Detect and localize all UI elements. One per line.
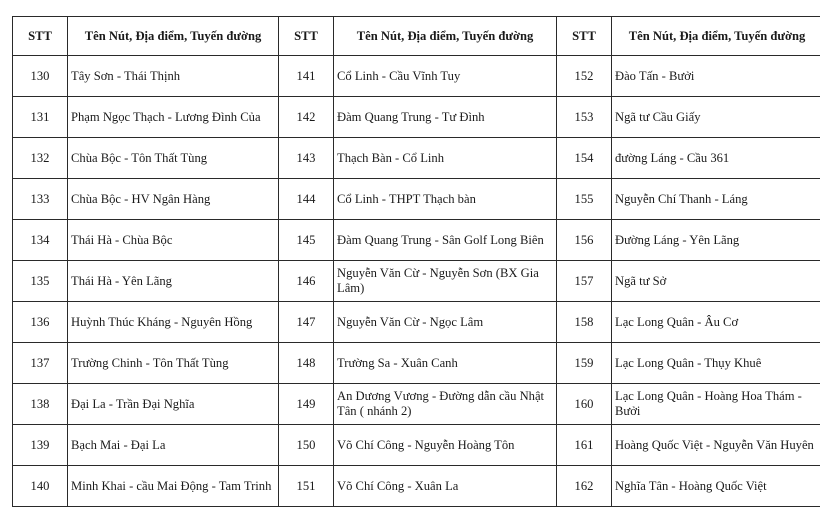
table-row (13, 425, 820, 466)
table-row (13, 138, 820, 179)
location-name-cell: Phạm Ngọc Thạch - Lương Đình Của (68, 97, 279, 138)
stt-cell: 156 (557, 220, 612, 261)
stt-cell: 132 (13, 138, 68, 179)
location-name-cell: Lạc Long Quân - Hoàng Hoa Thám - Bưởi (612, 384, 820, 425)
stt-cell: 136 (13, 302, 68, 343)
stt-cell: 142 (279, 97, 334, 138)
header-stt-1: STT (13, 17, 68, 56)
stt-cell: 148 (279, 343, 334, 384)
intersection-table (12, 16, 820, 507)
location-name-cell: Nguyễn Văn Cừ - Ngọc Lâm (334, 302, 557, 343)
stt-cell: 162 (557, 466, 612, 507)
table-row (13, 56, 820, 97)
stt-cell: 137 (13, 343, 68, 384)
location-name-cell: Cổ Linh - THPT Thạch bàn (334, 179, 557, 220)
stt-cell: 160 (557, 384, 612, 425)
stt-cell: 154 (557, 138, 612, 179)
location-name-cell: Tây Sơn - Thái Thịnh (68, 56, 279, 97)
location-name-cell: Đường Láng - Yên Lãng (612, 220, 820, 261)
stt-cell: 158 (557, 302, 612, 343)
stt-cell: 139 (13, 425, 68, 466)
table-row (13, 97, 820, 138)
header-stt-3: STT (557, 17, 612, 56)
stt-cell: 161 (557, 425, 612, 466)
stt-cell: 159 (557, 343, 612, 384)
stt-cell: 133 (13, 179, 68, 220)
header-stt-2: STT (279, 17, 334, 56)
location-name-cell: Đàm Quang Trung - Tư Đình (334, 97, 557, 138)
stt-cell: 141 (279, 56, 334, 97)
location-name-cell: Minh Khai - cầu Mai Động - Tam Trinh (68, 466, 279, 507)
location-name-cell: Thạch Bàn - Cổ Linh (334, 138, 557, 179)
location-name-cell: Bạch Mai - Đại La (68, 425, 279, 466)
header-name-1: Tên Nút, Địa điểm, Tuyến đường (68, 17, 279, 56)
table-row (13, 179, 820, 220)
stt-cell: 149 (279, 384, 334, 425)
location-name-cell: Nghĩa Tân - Hoàng Quốc Việt (612, 466, 820, 507)
stt-cell: 130 (13, 56, 68, 97)
table-row (13, 261, 820, 302)
stt-cell: 140 (13, 466, 68, 507)
location-name-cell: Đàm Quang Trung - Sân Golf Long Biên (334, 220, 557, 261)
stt-cell: 135 (13, 261, 68, 302)
table-row (13, 466, 820, 507)
location-name-cell: Hoàng Quốc Việt - Nguyễn Văn Huyên (612, 425, 820, 466)
stt-cell: 131 (13, 97, 68, 138)
location-name-cell: Chùa Bộc - Tôn Thất Tùng (68, 138, 279, 179)
location-name-cell: Ngã tư Sở (612, 261, 820, 302)
stt-cell: 155 (557, 179, 612, 220)
stt-cell: 153 (557, 97, 612, 138)
table-row (13, 220, 820, 261)
intersection-list-sheet (12, 16, 820, 507)
stt-cell: 145 (279, 220, 334, 261)
location-name-cell: Ngã tư Cầu Giấy (612, 97, 820, 138)
stt-cell: 152 (557, 56, 612, 97)
location-name-cell: Thái Hà - Chùa Bộc (68, 220, 279, 261)
location-name-cell: Đào Tấn - Bưởi (612, 56, 820, 97)
location-name-cell: Võ Chí Công - Xuân La (334, 466, 557, 507)
table-row (13, 302, 820, 343)
stt-cell: 157 (557, 261, 612, 302)
stt-cell: 151 (279, 466, 334, 507)
stt-cell: 134 (13, 220, 68, 261)
location-name-cell: Thái Hà - Yên Lãng (68, 261, 279, 302)
location-name-cell: An Dương Vương - Đường dẫn cầu Nhật Tân ( nhánh 2) (334, 384, 557, 425)
location-name-cell: Trường Chinh - Tôn Thất Tùng (68, 343, 279, 384)
header-name-2: Tên Nút, Địa điểm, Tuyến đường (334, 17, 557, 56)
location-name-cell: Nguyễn Văn Cừ - Nguyễn Sơn (BX Gia Lâm) (334, 261, 557, 302)
location-name-cell: Lạc Long Quân - Thụy Khuê (612, 343, 820, 384)
stt-cell: 147 (279, 302, 334, 343)
stt-cell: 146 (279, 261, 334, 302)
location-name-cell: Đại La - Trần Đại Nghĩa (68, 384, 279, 425)
stt-cell: 143 (279, 138, 334, 179)
table-row (13, 343, 820, 384)
location-name-cell: đường Láng - Cầu 361 (612, 138, 820, 179)
stt-cell: 138 (13, 384, 68, 425)
stt-cell: 144 (279, 179, 334, 220)
location-name-cell: Võ Chí Công - Nguyễn Hoàng Tôn (334, 425, 557, 466)
location-name-cell: Huỳnh Thúc Kháng - Nguyên Hồng (68, 302, 279, 343)
header-name-3: Tên Nút, Địa điểm, Tuyến đường (612, 17, 820, 56)
location-name-cell: Chùa Bộc - HV Ngân Hàng (68, 179, 279, 220)
table-body (13, 56, 820, 507)
table-row (13, 384, 820, 425)
location-name-cell: Cổ Linh - Cầu Vĩnh Tuy (334, 56, 557, 97)
location-name-cell: Nguyễn Chí Thanh - Láng (612, 179, 820, 220)
location-name-cell: Lạc Long Quân - Âu Cơ (612, 302, 820, 343)
location-name-cell: Trường Sa - Xuân Canh (334, 343, 557, 384)
table-header-row (13, 17, 820, 56)
stt-cell: 150 (279, 425, 334, 466)
